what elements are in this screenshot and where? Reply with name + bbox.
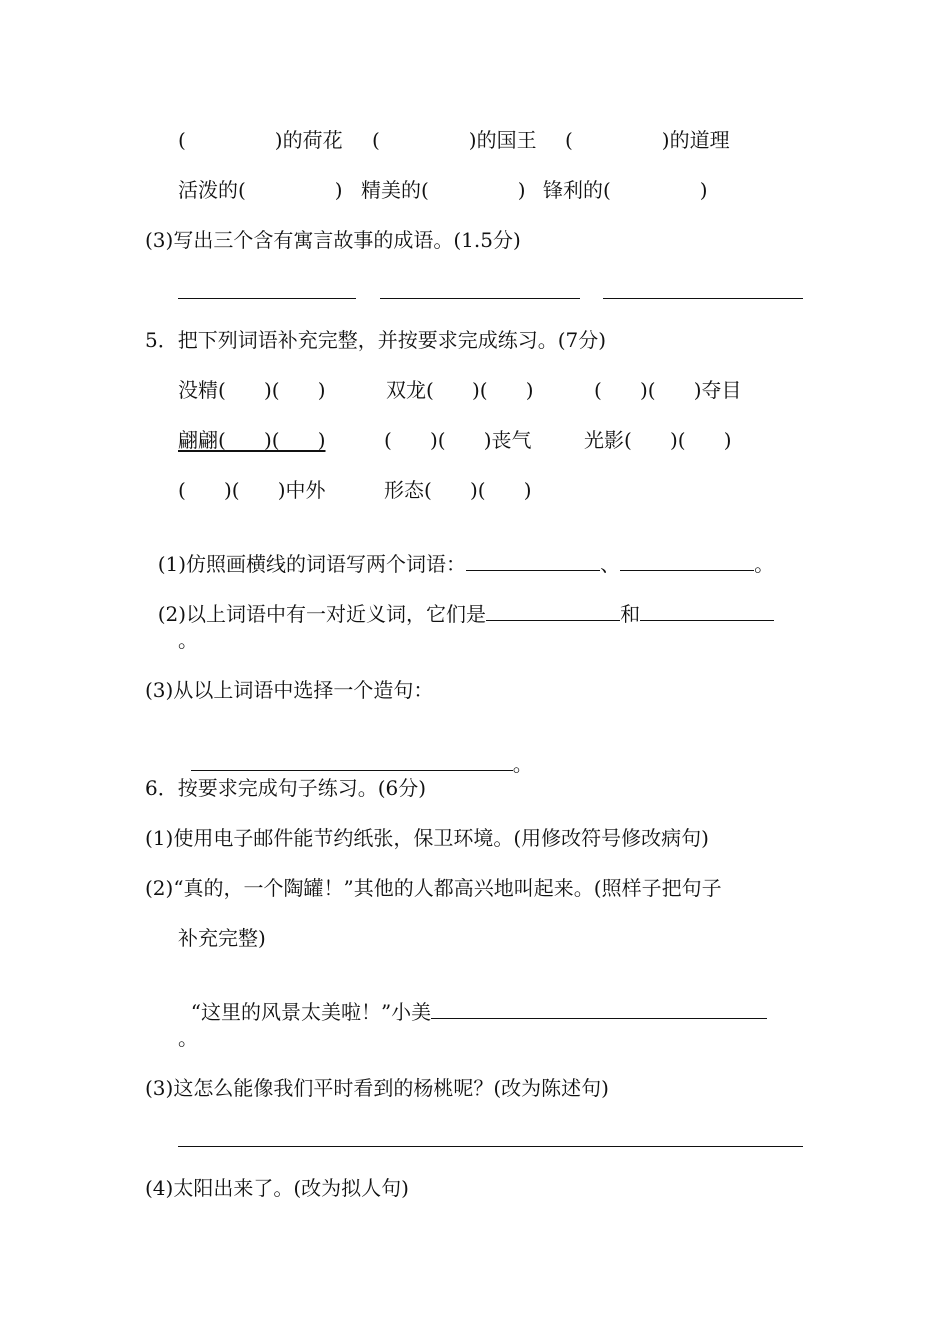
q6-sub2-line1: (2)“真的，一个陶罐！”其他的人都高兴地叫起来。(照样子把句子 xyxy=(145,876,722,900)
q4-row2-item1: 活泼的( ) xyxy=(178,178,343,202)
q5-sub3-line xyxy=(178,728,533,776)
q5-row3-item2: 形态( )( ) xyxy=(384,478,532,502)
q5-sub2-answer-2[interactable] xyxy=(640,602,774,621)
q5-sub1-answer-1[interactable] xyxy=(466,552,600,571)
q6-sub2-example xyxy=(178,976,767,1024)
q6-sub3-answer-line[interactable] xyxy=(178,1146,803,1147)
q5-sub1 xyxy=(145,528,774,576)
q5-sub2-end: 。 xyxy=(178,628,198,652)
q5-sub2-prompt: (2)以上词语中有一对近义词，它们是 xyxy=(157,602,487,626)
q6-sub3: (3)这怎么能像我们平时看到的杨桃呢？(改为陈述句) xyxy=(145,1076,609,1100)
q5-row3-item1: ( )( )中外 xyxy=(178,478,326,502)
q5-row2-item3: 光影( )( ) xyxy=(584,428,732,452)
q4-row1-item1: ( )的荷花 xyxy=(178,128,343,152)
q6-sub4: (4)太阳出来了。(改为拟人句) xyxy=(145,1176,409,1200)
q6-sub1: (1)使用电子邮件能节约纸张，保卫环境。(用修改符号修改病句) xyxy=(145,826,709,850)
q5-row1-item1: 没精( )( ) xyxy=(178,378,326,402)
q6-sub2-line2: 补充完整) xyxy=(178,926,266,950)
q5-heading: 5．把下列词语补充完整，并按要求完成练习。(7分) xyxy=(145,328,607,352)
q5-row2-item2: ( )( )丧气 xyxy=(384,428,532,452)
q4-sub3-answer-line-1[interactable] xyxy=(178,298,356,299)
q4-row2-item2: 精美的( ) xyxy=(361,178,526,202)
q6-sub2-end: 。 xyxy=(178,1026,198,1050)
q5-sub2-answer-1[interactable] xyxy=(486,602,620,621)
q5-sub2 xyxy=(145,578,774,626)
q5-sub3-answer[interactable] xyxy=(191,752,513,771)
q5-sub3-prompt: (3)从以上词语中选择一个造句： xyxy=(145,678,434,702)
q5-row1-item3: ( )( )夺目 xyxy=(594,378,742,402)
q4-sub3-prompt: (3)写出三个含有寓言故事的成语。(1.5分) xyxy=(145,228,521,252)
q4-sub3-answer-line-3[interactable] xyxy=(603,298,803,299)
q4-row1-item3: ( )的道理 xyxy=(565,128,730,152)
q6-heading: 6．按要求完成句子练习。(6分) xyxy=(145,776,427,800)
q5-sub1-prompt: (1)仿照画横线的词语写两个词语： xyxy=(157,552,467,576)
q5-sub1-separator: 、 xyxy=(600,552,621,576)
q5-sub1-end: 。 xyxy=(754,552,775,576)
q5-sub3-end: 。 xyxy=(512,752,533,776)
q4-sub3-answer-line-2[interactable] xyxy=(380,298,580,299)
q5-sub2-and: 和 xyxy=(620,602,641,626)
q6-sub2-answer[interactable] xyxy=(431,1000,767,1019)
q5-row2-item1-underlined: 翩翩( )( ) xyxy=(178,428,326,452)
q4-row2-item3: 锋利的( ) xyxy=(543,178,708,202)
q5-sub1-answer-2[interactable] xyxy=(620,552,754,571)
q4-row1-item2: ( )的国王 xyxy=(372,128,537,152)
q6-sub2-example-text: “这里的风景太美啦！”小美 xyxy=(190,1000,432,1024)
q5-row1-item2: 双龙( )( ) xyxy=(386,378,534,402)
